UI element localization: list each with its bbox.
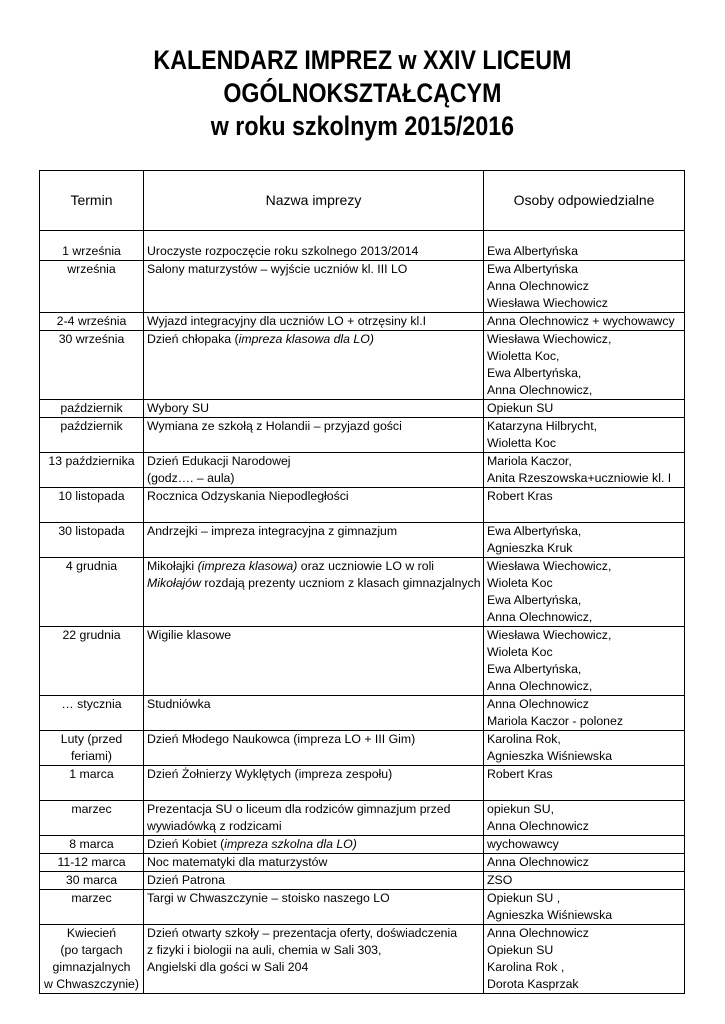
nazwa-text: Uroczyste rozpoczęcie roku szkolnego 2013/2014 [147,244,419,258]
osoba-text: Anna Olechnowicz, [487,610,593,624]
cell-termin [40,854,144,872]
cell-termin [40,890,144,925]
cell-termin [40,523,144,558]
osoba-text: Ewa Albertyńska [487,244,578,258]
termin-text: Kwiecień [66,926,117,940]
cell-nazwa [144,418,484,453]
cell-osoby [484,890,685,925]
termin-text: 2-4 września [56,314,127,328]
cell-osoby [484,488,685,523]
header-termin: Termin [40,171,144,231]
osoba-text: Agnieszka Kruk [487,541,573,555]
nazwa-text: (godz…. – aula) [147,471,235,485]
cell-osoby [484,766,685,801]
table-row [40,696,685,731]
osoba-text: Mariola Kaczor - polonez [487,714,624,728]
cell-termin [40,400,144,418]
osoba-text: Opiekun SU , [487,891,561,905]
cell-osoby [484,243,685,261]
cell-osoby [484,836,685,854]
title-line: w roku szkolnym 2015/2016 [210,111,515,141]
cell-osoby [484,558,685,627]
table-row [40,836,685,854]
osoba-text: Opiekun SU [487,943,554,957]
termin-text: 30 listopada [58,524,125,538]
nazwa-text: Wybory SU [147,401,210,415]
nazwa-text: z fizyki i biologii na auli, chemia w Sali 303, [147,943,382,957]
nazwa-text: Mikołajki [147,559,198,573]
cell-nazwa [144,453,484,488]
osoba-text: Anna Olechnowicz [487,819,589,833]
nazwa-text: Dzień Kobiet ( [147,837,225,851]
cell-nazwa [144,890,484,925]
nazwa-text: Dzień Młodego Naukowca (impreza LO + III Gim) [147,732,416,746]
cell-osoby [484,261,685,313]
termin-text: 8 marca [69,837,114,851]
cell-osoby [484,400,685,418]
osoba-text: wychowawcy [487,837,559,851]
osoba-text: Ewa Albertyńska [487,262,578,276]
osoba-text: Anna Olechnowicz [487,926,589,940]
termin-text: 11-12 marca [57,855,126,869]
cell-nazwa [144,558,484,627]
header-nazwa: Nazwa imprezy [144,171,484,231]
nazwa-text: Dzień chłopaka ( [147,332,239,346]
osoba-text: Agnieszka Wiśniewska [487,749,613,763]
cell-termin [40,558,144,627]
nazwa-text: Targi w Chwaszczynie – stoisko naszego LO [147,891,390,905]
osoba-text: Mariola Kaczor, [487,454,572,468]
cell-nazwa [144,854,484,872]
cell-termin [40,731,144,766]
osoba-text: Wiesława Wiechowicz [487,296,608,310]
termin-text: 1 marca [69,767,114,781]
cell-termin [40,313,144,331]
termin-text: 30 marca [65,873,118,887]
events-table [39,170,685,994]
osoba-text: Ewa Albertyńska, [487,524,582,538]
termin-text: gimnazjalnych [52,960,131,974]
cell-osoby [484,627,685,696]
cell-termin [40,872,144,890]
cell-osoby [484,731,685,766]
cell-nazwa [144,313,484,331]
osoba-text: Wioleta Koc [487,576,553,590]
cell-nazwa [144,836,484,854]
osoba-text: Robert Kras [487,767,553,781]
table-row [40,872,685,890]
cell-nazwa [144,488,484,523]
cell-termin [40,627,144,696]
table-row [40,453,685,488]
osoba-text: opiekun SU, [487,802,554,816]
title-line: KALENDARZ IMPREZ w XXIV LICEUM [153,45,572,75]
osoba-text: Wiesława Wiechowicz, [487,628,612,642]
termin-text: 4 grudnia [65,559,118,573]
cell-osoby [484,696,685,731]
cell-nazwa [144,243,484,261]
osoba-text: Robert Kras [487,489,553,503]
cell-osoby [484,801,685,836]
termin-text: 10 listopada [58,489,125,503]
table-body [40,231,685,994]
nazwa-text: rozdają prezenty uczniom z klasach gimnazjalnych [201,576,481,590]
osoba-text: Wioleta Koc [487,645,553,659]
cell-osoby [484,331,685,400]
cell-osoby [484,523,685,558]
cell-nazwa [144,731,484,766]
table-row [40,400,685,418]
cell-osoby [484,418,685,453]
osoba-text: Opiekun SU [487,401,554,415]
nazwa-text: oraz uczniowie LO w roli [297,559,435,573]
cell-termin [40,418,144,453]
cell-osoby [484,453,685,488]
cell-nazwa [144,523,484,558]
cell-termin [40,331,144,400]
cell-osoby [484,313,685,331]
cell-nazwa [144,801,484,836]
osoba-text: Ewa Albertyńska, [487,662,582,676]
termin-text: marzec [71,891,112,905]
nazwa-text: Mikołajów [147,576,201,590]
osoba-text: ZSO [487,873,513,887]
osoba-text: Wioletta Koc, [487,349,560,363]
cell-termin [40,488,144,523]
osoba-text: Katarzyna Hilbrycht, [487,419,598,433]
spacer-row [40,231,685,244]
nazwa-text: Dzień Żołnierzy Wyklętych (impreza zespołu) [147,767,393,781]
termin-text: feriami) [71,749,112,763]
nazwa-text: Noc matematyki dla maturzystów [147,855,328,869]
nazwa-text: impreza szkolna dla LO) [224,837,357,851]
cell-nazwa [144,766,484,801]
nazwa-text: Wigilie klasowe [147,628,232,642]
termin-text: 13 października [48,454,135,468]
nazwa-text: Salony maturzystów – wyjście uczniów kl. III LO [147,262,408,276]
cell-nazwa [144,331,484,400]
table-row [40,925,685,994]
nazwa-text: Studniówka [147,697,211,711]
osoba-text: Karolina Rok , [487,960,565,974]
osoba-text: Ewa Albertyńska, [487,593,582,607]
document-title [51,44,675,143]
osoba-text: Anna Olechnowicz + wychowawcy [487,314,675,328]
nazwa-text: Wymiana ze szkołą z Holandii – przyjazd gości [147,419,402,433]
termin-text: 22 grudnia [62,628,121,642]
termin-text: (po targach [60,943,123,957]
nazwa-text: impreza klasowa dla LO) [238,332,374,346]
osoba-text: Dorota Kasprzak [487,977,579,991]
table-row [40,313,685,331]
table-row [40,558,685,627]
termin-text: września [67,262,116,276]
osoba-text: Karolina Rok, [487,732,561,746]
cell-nazwa [144,261,484,313]
osoba-text: Anita Rzeszowska+uczniowie kl. I [487,471,672,485]
cell-nazwa [144,872,484,890]
nazwa-text: Wyjazd integracyjny dla uczniów LO + otrzęsiny kl.I [147,314,427,328]
termin-text: październik [60,401,123,415]
cell-termin [40,696,144,731]
termin-text: Luty (przed [60,732,123,746]
table-row [40,488,685,523]
cell-termin [40,925,144,994]
osoba-text: Anna Olechnowicz [487,697,589,711]
table-row [40,418,685,453]
cell-nazwa [144,627,484,696]
nazwa-text: Dzień Patrona [147,873,225,887]
header-osoby: Osoby odpowiedzialne [484,171,685,231]
cell-termin [40,836,144,854]
table-row [40,766,685,801]
termin-text: marzec [71,802,112,816]
cell-termin [40,261,144,313]
table-header-row [40,171,685,231]
osoba-text: Wiesława Wiechowicz, [487,559,612,573]
nazwa-text: Rocznica Odzyskania Niepodległości [147,489,349,503]
osoba-text: Anna Olechnowicz, [487,679,593,693]
nazwa-text: wywiadówką z rodzicami [147,819,282,833]
cell-nazwa [144,400,484,418]
termin-text: październik [60,419,123,433]
table-row [40,627,685,696]
cell-osoby [484,854,685,872]
termin-text: … stycznia [61,697,122,711]
cell-termin [40,801,144,836]
table-row [40,243,685,261]
table-row [40,731,685,766]
nazwa-text: Dzień otwarty szkoły – prezentacja oferty, doświadczenia [147,926,458,940]
osoba-text: Agnieszka Wiśniewska [487,908,613,922]
table-row [40,331,685,400]
osoba-text: Ewa Albertyńska, [487,366,582,380]
table-row [40,261,685,313]
cell-osoby [484,925,685,994]
nazwa-text: Andrzejki – impreza integracyjna z gimnazjum [147,524,398,538]
nazwa-text: Angielski dla gości w Sali 204 [147,960,309,974]
table-row [40,801,685,836]
cell-nazwa [144,696,484,731]
osoba-text: Wioletta Koc [487,436,557,450]
title-line: OGÓLNOKSZTAŁCĄCYM [223,78,502,108]
table-row [40,523,685,558]
table-row [40,890,685,925]
nazwa-text: (impreza klasowa) [197,559,298,573]
table-row [40,854,685,872]
cell-termin [40,243,144,261]
osoba-text: Wiesława Wiechowicz, [487,332,612,346]
cell-nazwa [144,925,484,994]
cell-osoby [484,872,685,890]
osoba-text: Anna Olechnowicz [487,855,589,869]
cell-termin [40,766,144,801]
nazwa-text: Dzień Edukacji Narodowej [147,454,291,468]
cell-termin [40,453,144,488]
termin-text: 1 września [62,244,121,258]
osoba-text: Anna Olechnowicz, [487,383,593,397]
nazwa-text: Prezentacja SU o liceum dla rodziców gimnazjum przed [147,802,451,816]
termin-text: 30 września [58,332,125,346]
osoba-text: Anna Olechnowicz [487,279,589,293]
termin-text: w Chwaszczynie) [44,977,139,991]
